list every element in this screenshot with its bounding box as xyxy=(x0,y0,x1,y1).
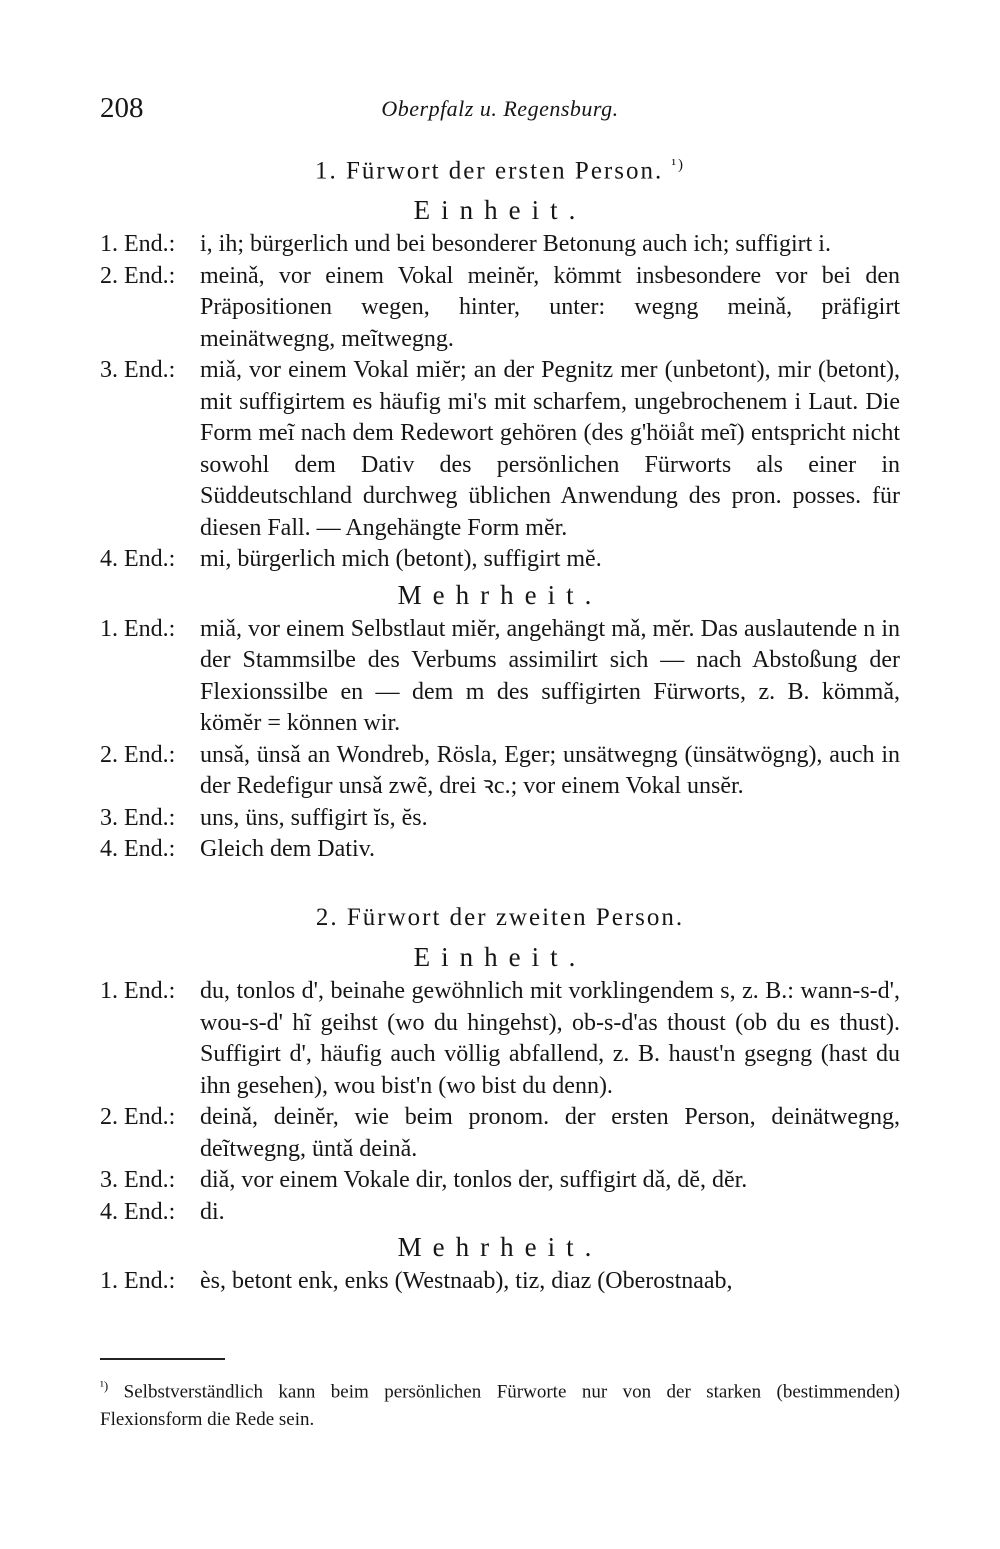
entry-label: 4. End.: xyxy=(100,546,176,573)
entry-text: Gleich dem Dativ. xyxy=(200,836,376,863)
page-header xyxy=(100,92,900,132)
section-first-person xyxy=(100,145,900,866)
footnote xyxy=(100,1372,900,1434)
list-item xyxy=(100,544,900,576)
footnote-text: Selbstverständlich kann beim persönlichen Fürworte nur von der starken (bestimmenden) Flexionsform die Rede sein. xyxy=(100,1381,900,1431)
entry-text: du, tonlos d', beinahe gewöhnlich mit vorklingendem s, z. B.: wann-s-d', wou-s-d' hĩ geihst (wo du hingehst), ob-s-d'as thoust (ob du es thust). Suffigirt d', häufig auch völlig abfallend, z. B. haust'n gsegng (hast du ihn gesehen), wou bist'n (wo bist du denn). xyxy=(200,978,900,1099)
entry-label: 2. End.: xyxy=(100,262,176,289)
subhead-plural: Mehrheit. xyxy=(397,1232,603,1262)
list-item xyxy=(100,229,900,261)
entry-label: 1. End.: xyxy=(100,1268,176,1294)
list-item xyxy=(100,355,900,544)
entry-label: 1. End.: xyxy=(100,231,176,258)
entry-label: 1. End.: xyxy=(100,615,176,642)
list-item xyxy=(100,614,900,740)
list-item xyxy=(100,261,900,356)
list-item xyxy=(100,1165,900,1197)
entry-text: uns, üns, suffigirt ĭs, ĕs. xyxy=(200,804,428,831)
entry-text: diǎ, vor einem Vokale dir, tonlos der, suffigirt dǎ, dĕ, dĕr. xyxy=(200,1167,748,1193)
list-item xyxy=(100,740,900,803)
entry-label: 2. End.: xyxy=(100,741,176,768)
entry-text: miǎ, vor einem Selbstlaut miĕr, angehängt mǎ, mĕr. Das auslautende n in der Stammsilbe des Verbums assimilirt sich — nach Abstoßung der Flexionssilbe en — dem m des suffigirten Fürworts, z. B. kömmǎ, kömĕr = können wir. xyxy=(200,615,900,737)
list-item xyxy=(100,976,900,1102)
list-item xyxy=(100,834,900,866)
list-item xyxy=(100,1197,900,1229)
subhead-singular: Einheit. xyxy=(413,195,587,226)
entry-label: 4. End.: xyxy=(100,1198,176,1225)
list-item xyxy=(100,803,900,835)
entry-label: 1. End.: xyxy=(100,978,176,1004)
section-title xyxy=(100,145,900,191)
section-title-text: 2. Fürwort der zweiten Person. xyxy=(315,904,685,931)
entry-text: meinǎ, vor einem Vokal meinĕr, kömmt insbesondere vor bei den Präpositionen wegen, hinter, unter: wegng meinǎ, präfigirt meinätwegng, meĩtwegng. xyxy=(200,262,900,352)
entry-text: unsǎ, ünsǎ an Wondreb, Rösla, Eger; unsätwegng (ünsätwögng), auch in der Redefigur unsǎ zwẽ, drei ꝛc.; vor einem Vokal unsĕr. xyxy=(200,741,900,800)
list-item xyxy=(100,1266,900,1298)
footnote-divider xyxy=(100,1358,225,1360)
entry-text: ès, betont enk, enks (Westnaab), tiz, diaz (Oberostnaab, xyxy=(200,1268,733,1294)
section-second-person xyxy=(100,898,900,1298)
entry-text: deinǎ, deinĕr, wie beim pronom. der ersten Person, deinätwegng, deĩtwegng, üntǎ deinǎ. xyxy=(200,1104,900,1162)
list-item xyxy=(100,1102,900,1165)
page-number: 208 xyxy=(100,92,144,124)
section-title xyxy=(100,898,900,938)
footnote-reference: ¹) xyxy=(671,157,685,173)
entry-label: 3. End.: xyxy=(100,1167,176,1193)
entry-label: 4. End.: xyxy=(100,836,176,863)
entry-text: di. xyxy=(200,1198,225,1225)
entry-label: 3. End.: xyxy=(100,357,176,384)
entry-label: 2. End.: xyxy=(100,1104,176,1130)
entry-text: i, ih; bürgerlich und bei besonderer Betonung auch ich; suffigirt i. xyxy=(200,231,831,258)
entry-text: mi, bürgerlich mich (betont), suffigirt mĕ. xyxy=(200,546,602,573)
entry-label: 3. End.: xyxy=(100,804,176,831)
subhead-singular: Einheit. xyxy=(413,942,587,972)
running-head: Oberpfalz u. Regensburg. xyxy=(381,96,619,121)
section-title-text: 1. Fürwort der ersten Person. xyxy=(315,157,664,185)
entry-text: miǎ, vor einem Vokal miĕr; an der Pegnitz mer (unbetont), mir (betont), mit suffigirtem es häufig mi's mit scharfem, ungebrochenem i Laut. Die Form meĩ nach dem Redewort gehören (des g'höiåt meĩ) entspricht nicht sowohl dem Dativ des persönlichen Fürworts als einer in Süddeutschland durchweg üblichen Anwendung des pron. posses. für diesen Fall. — Angehängte Form mĕr. xyxy=(200,357,900,541)
footnote-mark: ¹) xyxy=(100,1378,109,1393)
subhead-plural: Mehrheit. xyxy=(397,579,603,610)
